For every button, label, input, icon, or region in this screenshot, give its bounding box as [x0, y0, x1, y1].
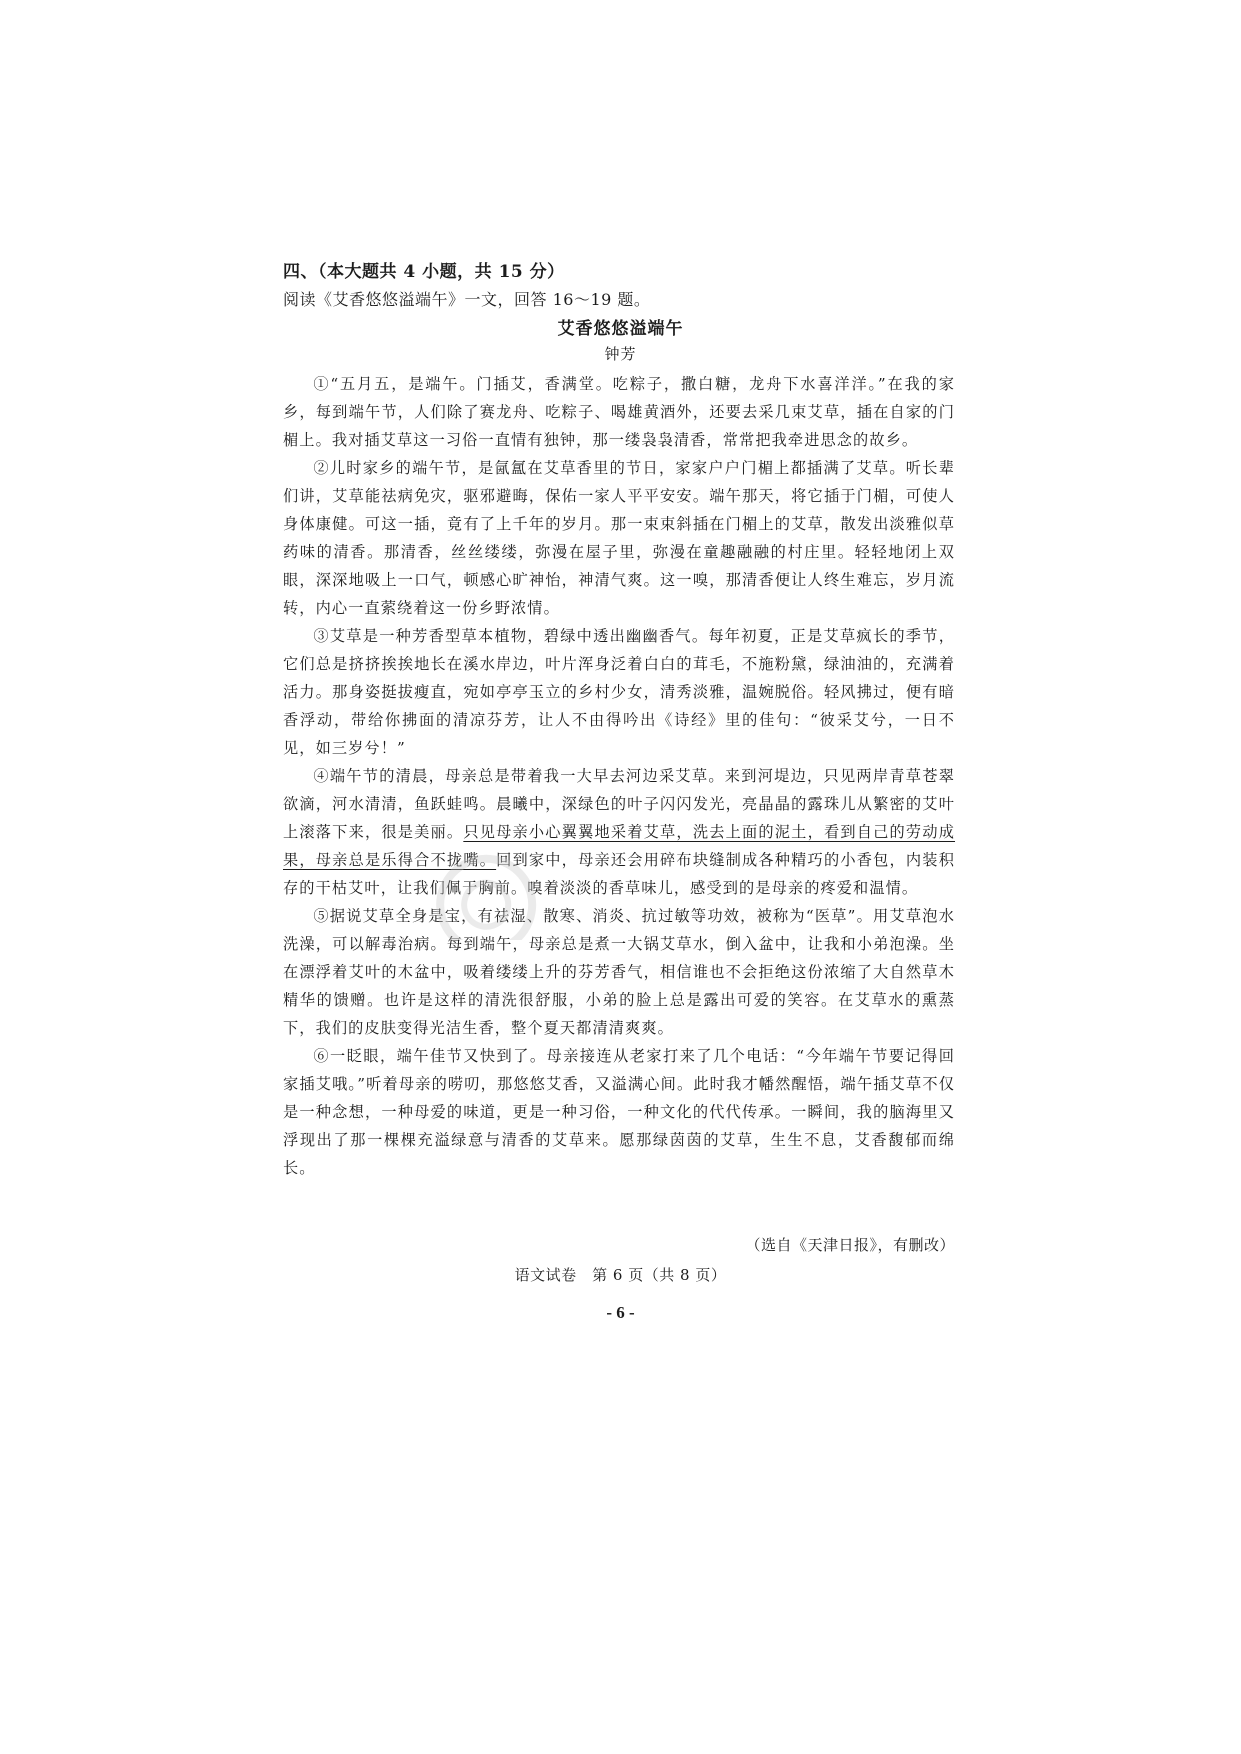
paragraph-1: ①“五月五，是端午。门插艾，香满堂。吃粽子，撒白糖，龙舟下水喜洋洋。”在我的家乡，每到端午节，人们除了赛龙舟、吃粽子、喝雄黄酒外，还要去采几束艾草，插在自家的门楣上。我对插艾草这一习俗一直情有独钟，那一缕袅袅清香，常常把我牵进思念的故乡。	[283, 375, 955, 449]
paragraph-3: ③艾草是一种芳香型草本植物，碧绿中透出幽幽香气。每年初夏，正是艾草疯长的季节，它们总是挤挤挨挨地长在溪水岸边，叶片浑身泛着白白的茸毛，不施粉黛，绿油油的，充满着活力。那身姿挺拔瘦直，宛如亭亭玉立的乡村少女，清秀淡雅，温婉脱俗。轻风拂过，便有暗香浮动，带给你拂面的清凉芬芳，让人不由得吟出《诗经》里的佳句：“彼采艾兮，一日不见，如三岁兮！”	[283, 627, 955, 757]
paragraph-2: ②儿时家乡的端午节，是氤氲在艾草香里的节日，家家户户门楣上都插满了艾草。听长辈们讲，艾草能祛病免灾，驱邪避晦，保佑一家人平平安安。端午那天，将它插于门楣，可使人身体康健。可这一插，竟有了上千年的岁月。那一束束斜插在门楣上的艾草，散发出淡雅似草药味的清香。那清香，丝丝缕缕，弥漫在屋子里，弥漫在童趣融融的村庄里。轻轻地闭上双眼，深深地吸上一口气，顿感心旷神怡，神清气爽。这一嗅，那清香便让人终生难忘，岁月流转，内心一直萦绕着这一份乡野浓情。	[283, 459, 955, 617]
paragraph-4-after: 回到家中，母亲还会用碎布块缝制成各种精巧的小香包，内装积存的干枯艾叶，让我们佩于胸前。嗅着淡淡的香草味儿，感受到的是母亲的疼爱和温情。	[283, 851, 955, 897]
article-source: （选自《天津日报》，有删改）	[745, 1236, 955, 1254]
paragraph-6: ⑥一眨眼，端午佳节又快到了。母亲接连从老家打来了几个电话：“今年端午节要记得回家插艾哦。”听着母亲的唠叨，那悠悠艾香，又溢满心间。此时我才幡然醒悟，端午插艾草不仅是一种念想，一种母爱的味道，更是一种习俗，一种文化的代代传承。一瞬间，我的脑海里又浮现出了那一棵棵充溢绿意与清香的艾草来。愿那绿茵茵的艾草，生生不息，艾香馥郁而绵长。	[283, 1047, 955, 1177]
paragraph-4	[283, 762, 955, 902]
article-title: 艾香悠悠溢端午	[557, 319, 684, 339]
paragraph-4-before: ④端午节的清晨，母亲总是带着我一大早去河边采艾草。来到河堤边，只见两岸青草苍翠欲滴，河水清清，鱼跃蛙鸣。晨曦中，深绿色的叶子闪闪发光，亮晶晶的露珠儿从繁密的艾叶上滚落下来，很是美丽。	[283, 767, 955, 841]
page-footer: 语文试卷 第 6 页（共 8 页）	[514, 1266, 727, 1284]
page-number: - 6 -	[606, 1303, 635, 1322]
reading-instruction: 阅读《艾香悠悠溢端午》一文，回答 16～19 题。	[283, 290, 651, 309]
underlined-sentence: 只见母亲小心翼翼地采着艾草，洗去上面的泥土，看到自己的劳动成果，母亲总是乐得合不拢嘴。	[283, 823, 956, 869]
paragraph-5: ⑤据说艾草全身是宝，有祛湿、散寒、消炎、抗过敏等功效，被称为“医草”。用艾草泡水洗澡，可以解毒治病。每到端午，母亲总是煮一大锅艾草水，倒入盆中，让我和小弟泡澡。坐在漂浮着艾叶的木盆中，吸着缕缕上升的芬芳香气，相信谁也不会拒绝这份浓缩了大自然草木精华的馈赠。也许是这样的清洗很舒服，小弟的脸上总是露出可爱的笑容。在艾草水的熏蒸下，我们的皮肤变得光洁生香，整个夏天都清清爽爽。	[283, 907, 955, 1037]
article-body	[283, 370, 955, 1182]
article-author: 钟芳	[604, 345, 637, 363]
section-header: 四、（本大题共 4 小题，共 15 分）	[283, 262, 565, 282]
